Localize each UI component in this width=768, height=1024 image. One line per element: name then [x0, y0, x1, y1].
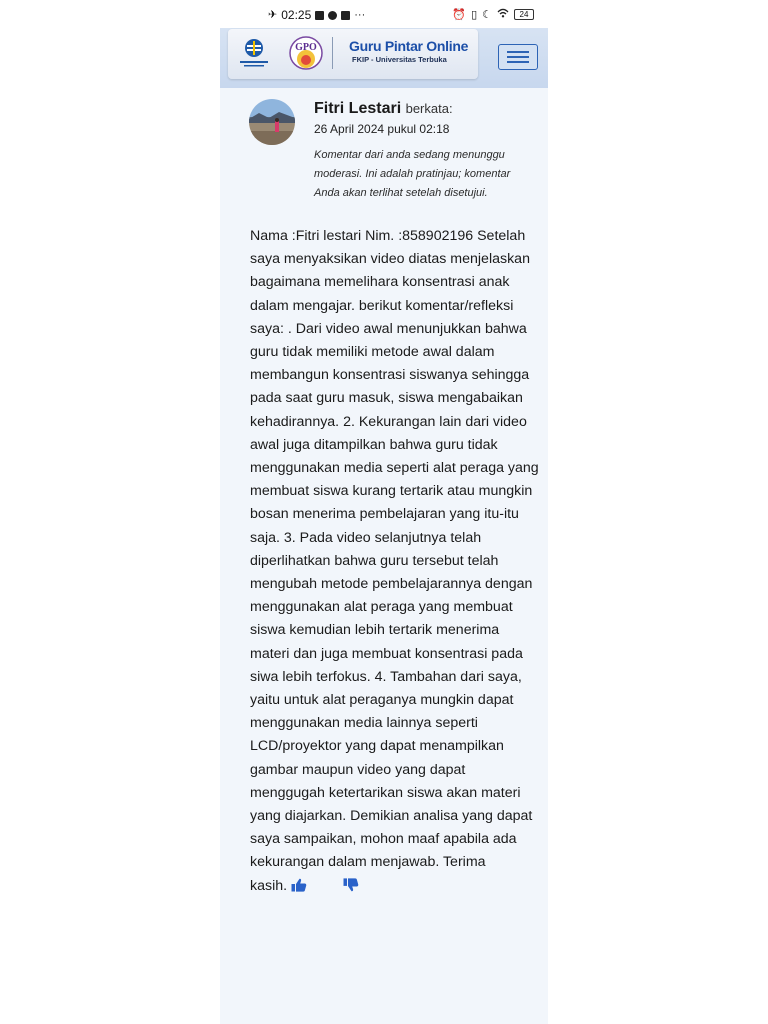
site-title[interactable]: Guru Pintar Online [349, 38, 469, 54]
more-notifications-icon: ··· [354, 9, 366, 21]
gpo-logo-text: GPO [295, 42, 317, 53]
status-left [268, 8, 365, 22]
gpo-logo [288, 35, 324, 71]
message-icon [341, 11, 350, 20]
comment-end [250, 878, 359, 894]
battery-indicator: 24 [514, 9, 534, 20]
header-divider [332, 37, 333, 69]
header-branding[interactable] [228, 29, 478, 79]
moderation-note: Komentar dari anda sedang menunggu moderasi. Ini adalah pratinjau; komentar Anda akan terlihat setelah disetujui. [314, 149, 511, 199]
comment-says: berkata: [405, 101, 453, 116]
menu-icon-bar [507, 51, 529, 53]
mail-icon [315, 11, 324, 20]
do-not-disturb-icon: ☾ [482, 8, 492, 21]
menu-icon-bar [507, 56, 529, 58]
phone-screen [220, 0, 548, 1024]
comment-text: Nama :Fitri lestari Nim. :858902196 Setelah saya menyaksikan video diatas menjelaskan bagaimana memelihara konsentrasi anak dalam mengajar. berikut komentar/refleksi saya: . Dari video awal menunjukkan bahwa guru tidak memiliki metode awal dalam membangun konsentrasi siswanya sehingga pada saat guru masuk, siswa mengabaikan kehadirannya. 2. Kekurangan lain dari video awal juga ditampilkan bahwa guru tidak menggunakan media seperti alat peraga yang membuat siswa kurang tertarik atau mungkin bosan menerima pembelajaran yang itu-itu saja. 3. Pada video selanjutnya telah diperlihatkan bahwa guru tersebut telah mengubah metode pembelajarannya dengan menggunakan alat peraga yang membuat siswa kemudian lebih tertarik menerima materi dan juga membuat konsentrasi pada siwa lebih terfokus. 4. Tambahan dari saya, yaitu untuk alat peraganya mungkin dapat menggunakan media lainnya seperti LCD/proyektor yang dapat menampilkan gambar maupun video yang dapat menggugah ketertarikan siswa akan materi yang diajarkan. Demikian analisa yang dapat saya sampaikan, mohon maaf apabila ada kekurangan dalam menjawab. Terima [250, 228, 539, 871]
airplane-mode-icon: ✈ [268, 9, 278, 21]
status-time: 02:25 [281, 8, 312, 22]
comment-author[interactable]: Fitri Lestari [314, 100, 402, 117]
comment [220, 88, 548, 1024]
like-button[interactable] [291, 878, 307, 892]
thumbs-up-icon [291, 878, 307, 892]
comment-text-end: kasih. [250, 877, 288, 894]
comment-author-line [314, 100, 453, 118]
thumbs-down-icon [343, 878, 359, 892]
vibrate-icon: ▯ [471, 8, 478, 21]
alarm-icon: ⏰ [452, 8, 467, 21]
comment-date[interactable]: 26 April 2024 pukul 02:18 [314, 122, 450, 136]
universitas-terbuka-logo [236, 35, 272, 71]
avatar[interactable] [249, 99, 295, 145]
status-bar [220, 0, 548, 28]
menu-button[interactable] [498, 44, 538, 70]
site-subtitle: FKIP - Universitas Terbuka [352, 55, 447, 64]
wifi-icon [497, 8, 509, 21]
menu-icon-bar [507, 61, 529, 63]
dislike-button[interactable] [343, 878, 359, 892]
notification-icon [328, 11, 337, 20]
site-header [220, 28, 548, 88]
comment-body [250, 225, 540, 898]
status-right [452, 8, 534, 21]
